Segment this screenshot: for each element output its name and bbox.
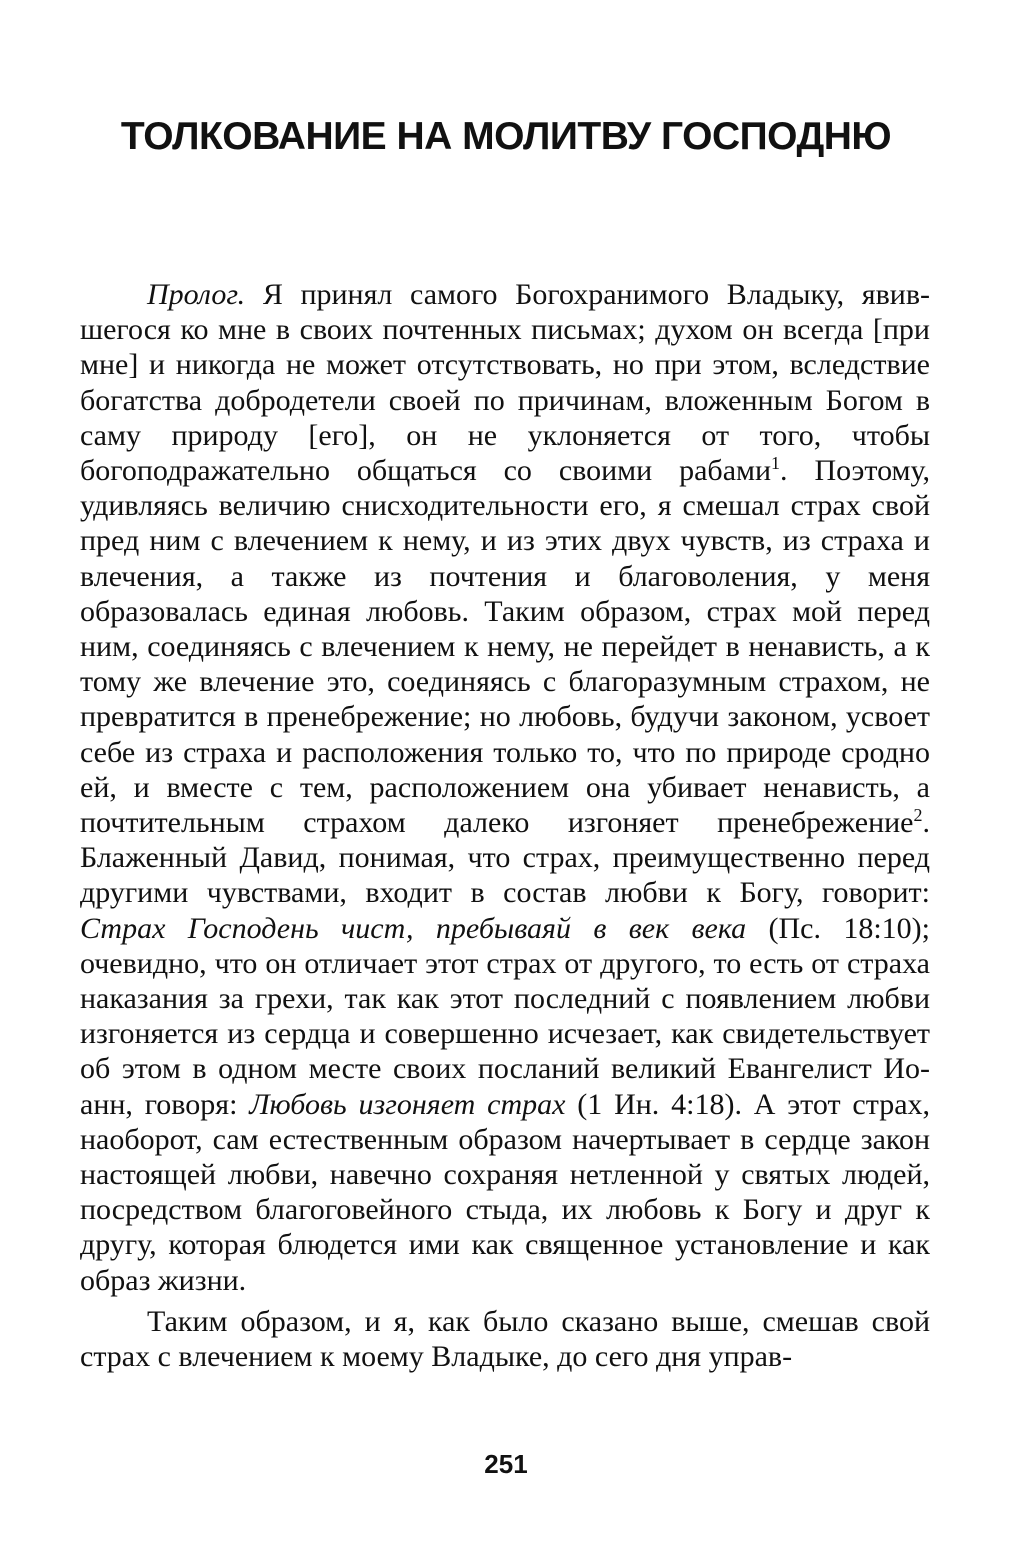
body-text	[80, 277, 930, 1374]
paragraph-prologue	[80, 277, 930, 1298]
scripture-quote: Страх Господень чист, пребываяй в век века	[80, 911, 747, 945]
page-number: 251	[484, 1449, 528, 1479]
footnote-marker: 2	[913, 805, 923, 826]
paragraph-text: (Пс. 18:10); очевидно, что он отличает этот страх от другого, то есть от страха наказания за грехи, так как этот последний с появлением любви изгоняется из сердца и совершенно исчезает, как свидетельствует об этом в одном месте своих посланий великий Евангелист Иоанн, говоря:	[80, 911, 930, 1121]
paragraph-continuation	[80, 1304, 930, 1374]
paragraph-text: . Блаженный Давид, понимая, что страх, преимущественно перед другими чувствами, входит в состав любви к Богу, говорит:	[80, 806, 930, 910]
prologue-label: Пролог.	[147, 278, 246, 311]
paragraph-text: (1 Ин. 4:18). А этот страх, наоборот, сам естественным образом начертывает в сердце закон настоящей любви, навечно сохраняя нетленной у святых людей, посредством благоговейного стыда, их любовь к Богу и друг к другу, которая блюдется ими как священное установление и как образ жизни.	[80, 1087, 931, 1297]
paragraph-text: . Поэтому, удивляясь величию снисходительности его, я смешал страх свой пред ним с влечением к нему, и из этих двух чувств, из страха и влечения, а также из почтения и благоволения, у меня образовалась единая любовь. Таким образом, страх мой перед ним, соединяясь с влечением к нему, не перейдет в ненависть, а к тому же влечение это, соединяясь с благоразумным страхом, не превратится в пренебрежение; но любовь, будучи законом, усвоет себе из страха и расположения только то, что по природе сродно ей, и вместе с тем, расположением она убивает ненависть, а почтительным страхом далеко изгоняет пренебрежение	[80, 454, 930, 840]
scripture-quote: Любовь изгоняет страх	[249, 1087, 566, 1121]
footnote-marker: 1	[771, 453, 781, 474]
paragraph-text: Я принял самого Богохранимого Владыку, явившегося ко мне в своих почтенных письмах; духом он всегда [при мне] и никогда не может отсутствовать, но при этом, вследствие богатства добродетели своей по причинам, вложенным Богом в саму природу [его], он не уклоняется от того, чтобы богоподражательно общаться со своими рабами	[80, 278, 930, 488]
paragraph-text: Таким образом, и я, как было сказано выше, смешав свой страх с влечением к моему Владыке, до сего дня управ-	[80, 1304, 930, 1374]
page-title: ТОЛКОВАНИЕ НА МОЛИТВУ ГОСПОДНЮ	[120, 115, 892, 158]
